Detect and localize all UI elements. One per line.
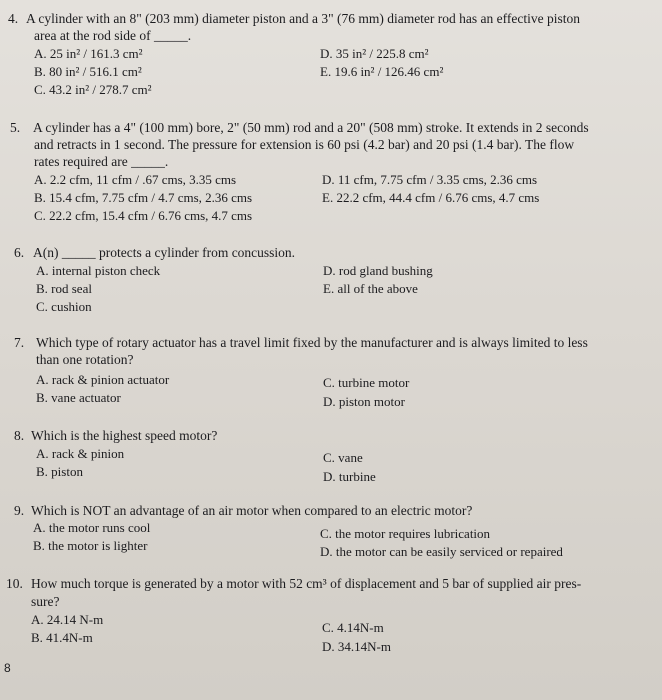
- question-number: 6.: [14, 245, 25, 260]
- option-a: A. rack & pinion actuator: [36, 372, 170, 387]
- question-stem-line: Which is the highest speed motor?: [31, 428, 218, 443]
- question-stem-line: than one rotation?: [36, 352, 134, 367]
- question-stem-line: sure?: [31, 594, 60, 609]
- option-c: C. vane: [323, 450, 363, 465]
- option-c: C. turbine motor: [323, 375, 410, 390]
- question-number: 9.: [14, 503, 25, 518]
- option-b: B. 41.4N-m: [31, 630, 93, 645]
- question-stem-line: Which is NOT an advantage of an air motor when compared to an electric motor?: [31, 503, 473, 518]
- question-number: 5.: [10, 120, 21, 135]
- option-d: D. 35 in² / 225.8 cm²: [320, 46, 429, 61]
- option-d: D. the motor can be easily serviced or repaired: [320, 544, 563, 559]
- question-stem-line: and retracts in 1 second. The pressure for extension is 60 psi (4.2 bar) and 20 psi (1.4 bar). The flow: [34, 137, 575, 152]
- question-stem-line: A(n) _____ protects a cylinder from concussion.: [33, 245, 296, 260]
- option-c: C. 22.2 cfm, 15.4 cfm / 6.76 cms, 4.7 cms: [34, 208, 253, 223]
- question-number: 8.: [14, 428, 25, 443]
- option-a: A. 2.2 cfm, 11 cfm / .67 cms, 3.35 cms: [34, 172, 237, 187]
- option-b: B. 80 in² / 516.1 cm²: [34, 64, 142, 79]
- question-stem-line: A cylinder has a 4" (100 mm) bore, 2" (50 mm) rod and a 20" (508 mm) stroke. It extends in 2 seconds: [33, 120, 589, 135]
- question-stem-line: rates required are _____.: [34, 154, 169, 169]
- question-stem-line: area at the rod side of _____.: [34, 28, 192, 43]
- question-stem-line: How much torque is generated by a motor with 52 cm³ of displacement and 5 bar of supplied air pres-: [31, 576, 582, 591]
- question-stem-line: Which type of rotary actuator has a travel limit fixed by the manufacturer and is always limited to less: [36, 335, 588, 350]
- option-c: C. cushion: [36, 299, 92, 314]
- option-a: A. 24.14 N-m: [31, 612, 104, 627]
- option-b: B. vane actuator: [36, 390, 121, 405]
- option-a: A. rack & pinion: [36, 446, 125, 461]
- option-e: E. 22.2 cfm, 44.4 cfm / 6.76 cms, 4.7 cms: [322, 190, 540, 205]
- option-a: A. the motor runs cool: [33, 520, 151, 535]
- question-number: 7.: [14, 335, 25, 350]
- option-a: A. 25 in² / 161.3 cm²: [34, 46, 143, 61]
- option-d: D. turbine: [323, 469, 376, 484]
- option-c: C. the motor requires lubrication: [320, 526, 491, 541]
- option-b: B. 15.4 cfm, 7.75 cfm / 4.7 cms, 2.36 cms: [34, 190, 253, 205]
- question-number: 10.: [6, 576, 23, 591]
- option-e: E. 19.6 in² / 126.46 cm²: [320, 64, 444, 79]
- option-b: B. piston: [36, 464, 83, 479]
- page-number: 8: [4, 661, 11, 675]
- option-b: B. the motor is lighter: [33, 538, 148, 553]
- option-e: E. all of the above: [323, 281, 418, 296]
- question-number: 4.: [8, 11, 19, 26]
- option-c: C. 4.14N-m: [322, 620, 384, 635]
- option-d: D. 34.14N-m: [322, 639, 391, 654]
- option-b: B. rod seal: [36, 281, 92, 296]
- question-stem-line: A cylinder with an 8" (203 mm) diameter piston and a 3" (76 mm) diameter rod has an effective piston: [26, 11, 581, 26]
- option-c: C. 43.2 in² / 278.7 cm²: [34, 82, 152, 97]
- option-d: D. 11 cfm, 7.75 cfm / 3.35 cms, 2.36 cms: [322, 172, 538, 187]
- option-d: D. piston motor: [323, 394, 405, 409]
- option-d: D. rod gland bushing: [323, 263, 433, 278]
- option-a: A. internal piston check: [36, 263, 161, 278]
